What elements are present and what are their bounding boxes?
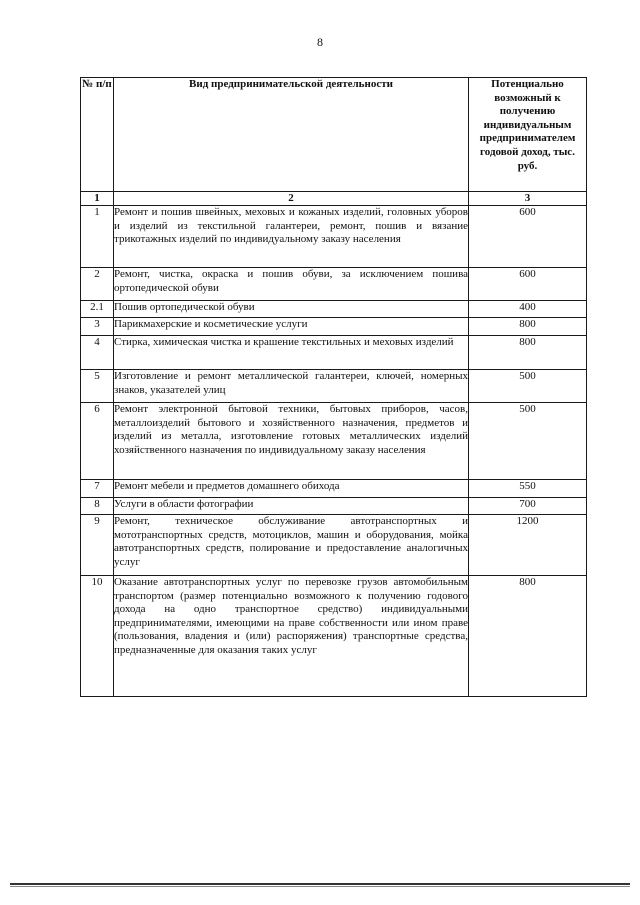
row-number: 10 <box>81 576 114 697</box>
row-activity: Ремонт электронной бытовой техники, бытовых приборов, часов, металлоизделий бытового и хозяйственного назначения, предметов и изделий из металла, изготовление готовых металлических изделий хозяйственного назначения по индивидуальному заказу населения <box>114 403 469 480</box>
row-number: 5 <box>81 370 114 403</box>
scan-edge-line <box>10 883 630 885</box>
row-activity: Изготовление и ремонт металлической галантереи, ключей, номерных знаков, указателей улиц <box>114 370 469 403</box>
table-row <box>81 498 587 515</box>
header-activity: Вид предпринимательской деятельности <box>114 78 469 192</box>
header-income: Потенциально возможный к получению индивидуальным предпринимателем годовой доход, тыс. руб. <box>469 78 587 192</box>
row-number: 9 <box>81 515 114 576</box>
row-income: 600 <box>469 206 587 268</box>
table-row <box>81 403 587 480</box>
table-row <box>81 318 587 336</box>
row-income: 550 <box>469 480 587 498</box>
row-income: 500 <box>469 370 587 403</box>
row-activity: Стирка, химическая чистка и крашение текстильных и меховых изделий <box>114 336 469 370</box>
row-income: 600 <box>469 268 587 301</box>
column-numbers-row <box>81 192 587 206</box>
row-income: 1200 <box>469 515 587 576</box>
row-activity: Оказание автотранспортных услуг по перевозке грузов автомобильным транспортом (размер потенциально возможного к получению годового дохода на одно транспортное средство) индивидуальными предпринимателями, имеющими на праве собственности или ином праве (пользования, владения и (или) распоряжения) транспортные средства, предназначенные для оказания таких услуг <box>114 576 469 697</box>
row-income: 500 <box>469 403 587 480</box>
scan-edge-line <box>10 886 630 887</box>
row-number: 2 <box>81 268 114 301</box>
row-number: 2.1 <box>81 301 114 318</box>
row-income: 800 <box>469 318 587 336</box>
table-row <box>81 206 587 268</box>
table-row <box>81 268 587 301</box>
table-row <box>81 301 587 318</box>
row-activity: Парикмахерские и косметические услуги <box>114 318 469 336</box>
row-activity: Ремонт, чистка, окраска и пошив обуви, за исключением пошива ортопедической обуви <box>114 268 469 301</box>
row-number: 4 <box>81 336 114 370</box>
table-row <box>81 515 587 576</box>
column-number: 3 <box>469 192 587 206</box>
row-number: 6 <box>81 403 114 480</box>
page-number: 8 <box>317 35 323 49</box>
row-activity: Ремонт, техническое обслуживание автотранспортных и мототранспортных средств, мотоциклов, машин и оборудования, мойка автотранспортных средств, полирование и предоставление аналогичных услуг <box>114 515 469 576</box>
row-number: 1 <box>81 206 114 268</box>
row-number: 3 <box>81 318 114 336</box>
row-number: 8 <box>81 498 114 515</box>
row-activity: Ремонт мебели и предметов домашнего обихода <box>114 480 469 498</box>
column-number: 2 <box>114 192 469 206</box>
table-row <box>81 370 587 403</box>
row-income: 700 <box>469 498 587 515</box>
table-row <box>81 336 587 370</box>
row-number: 7 <box>81 480 114 498</box>
row-activity: Услуги в области фотографии <box>114 498 469 515</box>
row-income: 400 <box>469 301 587 318</box>
row-activity: Пошив ортопедической обуви <box>114 301 469 318</box>
row-income: 800 <box>469 336 587 370</box>
row-activity: Ремонт и пошив швейных, меховых и кожаных изделий, головных уборов и изделий из текстильной галантереи, ремонт, пошив и вязание трикотажных изделий по индивидуальному заказу населения <box>114 206 469 268</box>
table-row <box>81 576 587 697</box>
table-header-row <box>81 78 587 192</box>
income-table <box>80 77 587 697</box>
row-income: 800 <box>469 576 587 697</box>
header-num: № п/п <box>81 78 114 192</box>
table-row <box>81 480 587 498</box>
column-number: 1 <box>81 192 114 206</box>
